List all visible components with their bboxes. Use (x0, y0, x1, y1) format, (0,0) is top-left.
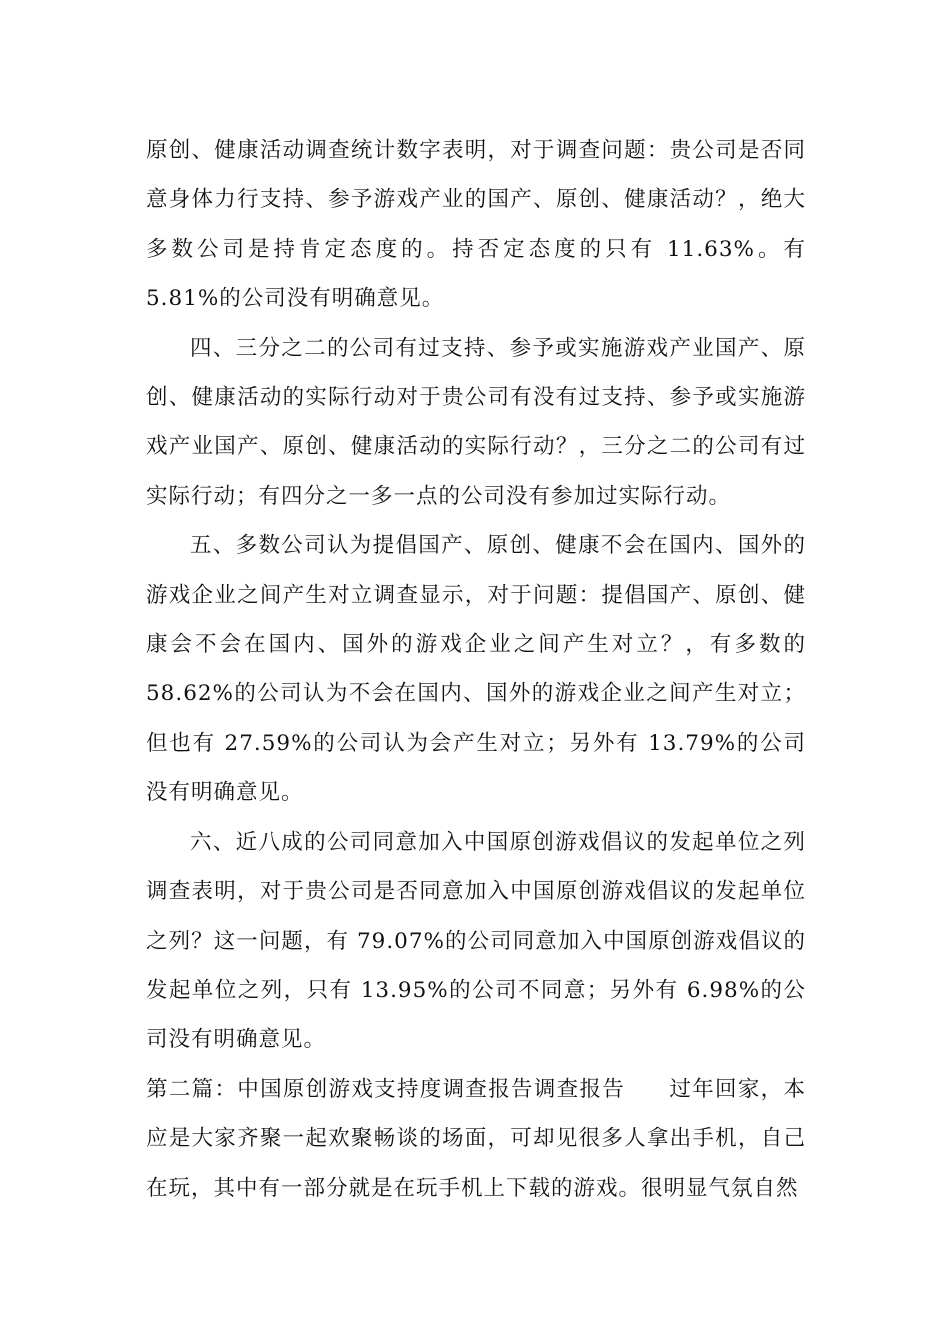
paragraph-section-5: 五、多数公司认为提倡国产、原创、健康不会在国内、国外的游戏企业之间产生对立调查显示，对于问题：提倡国产、原创、健康会不会在国内、国外的游戏企业之间产生对立？，有多数的 58.62%的公司认为不会在国内、国外的游戏企业之间产生对立；但也有 27.59%的公司认为会产生对立；另外有 13.79%的公司没有明确意见。 (146, 533, 806, 806)
document-page (146, 126, 806, 1213)
paragraph-section-6: 六、近八成的公司同意加入中国原创游戏倡议的发起单位之列调查表明，对于贵公司是否同意加入中国原创游戏倡议的发起单位之列？这一问题，有 79.07%的公司同意加入中国原创游戏倡议的发起单位之列，只有 13.95%的公司不同意；另外有 6.98%的公司没有明确意见。 (146, 829, 806, 1053)
second-article-heading: 第二篇：中国原创游戏支持度调查报告调查报告 (146, 1076, 626, 1102)
paragraph-section-4: 四、三分之二的公司有过支持、参予或实施游戏产业国产、原创、健康活动的实际行动对于贵公司有没有过支持、参予或实施游戏产业国产、原创、健康活动的实际行动？，三分之二的公司有过实际行动；有四分之一多一点的公司没有参加过实际行动。 (146, 335, 806, 509)
second-article-body: 过年回家，本应是大家齐聚一起欢聚畅谈的场面，可却见很多人拿出手机，自己在玩，其中有一部分就是在玩手机上下载的游戏。很明显气氛自然 (146, 1076, 806, 1201)
paragraph-second-article (146, 1065, 806, 1213)
paragraph-continued: 原创、健康活动调查统计数字表明，对于调查问题：贵公司是否同意身体力行支持、参予游戏产业的国产、原创、健康活动？，绝大多数公司是持肯定态度的。持否定态度的只有 11.63%。有 5.81%的公司没有明确意见。 (146, 138, 806, 312)
